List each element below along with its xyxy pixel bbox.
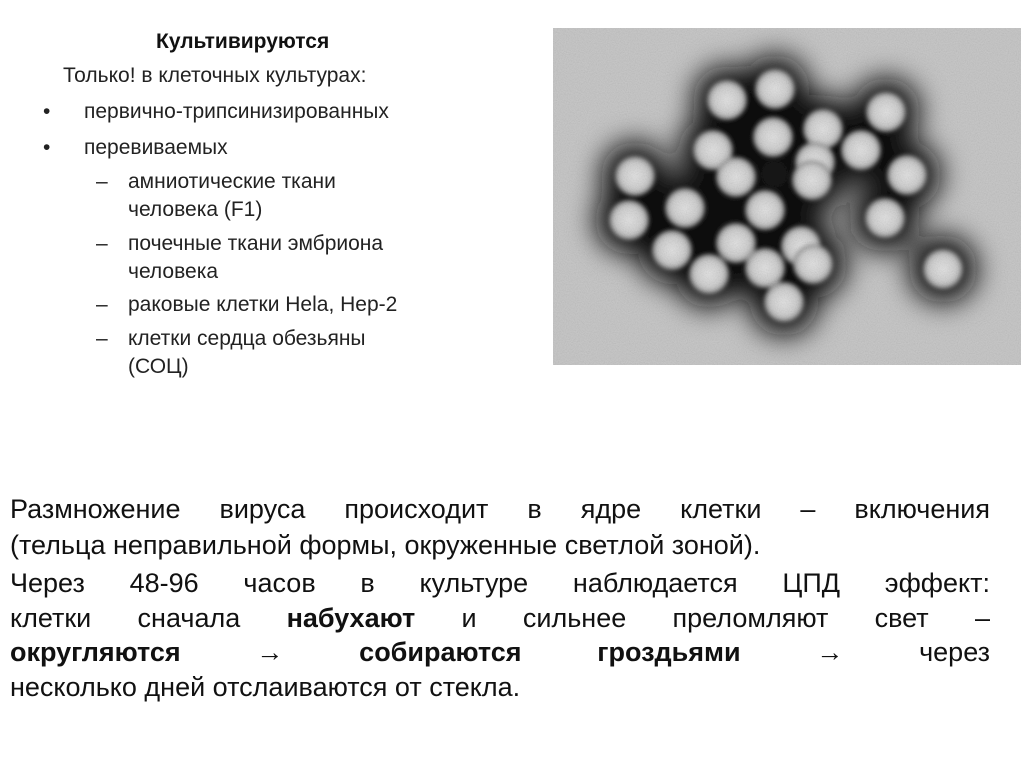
sub-item-line: человека (128, 260, 219, 283)
sub-item (96, 325, 518, 381)
text-run: и сильнее преломляют свет – (461, 603, 990, 633)
virus-particle (923, 249, 963, 289)
sub-item-line: почечные ткани эмбриона (128, 232, 384, 255)
dash-marker: – (96, 170, 108, 193)
bullet-marker: • (43, 136, 51, 159)
bullet-text: перевиваемых (84, 136, 228, 159)
sub-item-line: клетки сердца обезьяны (128, 327, 366, 350)
dash-marker: – (96, 232, 108, 255)
virus-particle (841, 130, 881, 170)
virus-micrograph-image (553, 28, 1021, 365)
sub-item (96, 291, 518, 319)
bullet-marker: • (43, 100, 51, 123)
virus-particle (887, 155, 927, 195)
sub-item-line: раковые клетки Hela, Hep-2 (128, 293, 398, 316)
dash-marker: – (96, 327, 108, 350)
virus-particle (665, 188, 705, 228)
virus-particle (793, 244, 833, 284)
sub-item-line: человека (F1) (128, 198, 263, 221)
virus-particle (745, 190, 785, 230)
paragraph-line: (тельца неправильной формы, окруженные светлой зоной). (10, 530, 761, 560)
paragraph-line: Через 48-96 часов в культуре наблюдается ЦПД эффект: (10, 568, 990, 598)
bullet-item (43, 135, 228, 160)
intro-text: Только! в клеточных культурах: (63, 64, 367, 87)
paragraph-line: несколько дней отслаиваются от стекла. (10, 672, 521, 702)
text-run: клетки сначала (10, 603, 241, 633)
paragraph-cpe (10, 565, 990, 601)
bold-term-swell: набухают (286, 603, 416, 633)
paragraph-replication-line2 (10, 527, 990, 563)
virus-particle (716, 157, 756, 197)
bold-term-round: округляются (10, 637, 181, 667)
paragraph-line: Размножение вируса происходит в ядре клетки – включения (10, 494, 990, 524)
virus-particle (689, 254, 729, 294)
bullet-item (43, 99, 389, 124)
virus-particle (755, 69, 795, 109)
paragraph-replication (10, 491, 990, 527)
paragraph-cpe-line2 (10, 600, 990, 636)
slide-heading: Культивируются (156, 30, 330, 53)
virus-particle (792, 160, 832, 200)
arrow-glyph: → (256, 637, 284, 667)
virus-particle (745, 248, 785, 288)
virus-particle (707, 80, 747, 120)
text-run: через (919, 637, 990, 667)
virus-particle (764, 282, 804, 322)
virus-particle (865, 198, 905, 238)
sub-item-line: амниотические ткани (128, 170, 336, 193)
paragraph-cpe-line3 (10, 634, 990, 670)
micrograph-svg (553, 28, 1021, 365)
sub-item-line: (СОЦ) (128, 355, 189, 378)
paragraph-cpe-line4 (10, 669, 990, 705)
virus-particle (609, 200, 649, 240)
virus-particle (866, 92, 906, 132)
virus-particle (753, 117, 793, 157)
arrow-glyph: → (816, 637, 844, 667)
bold-term-clusters: собираются гроздьями (359, 637, 741, 667)
virus-particle (652, 230, 692, 270)
sub-item (96, 230, 518, 286)
virus-particle (615, 156, 655, 196)
dash-marker: – (96, 293, 108, 316)
bullet-text: первично-трипсинизированных (84, 100, 389, 123)
sub-item (96, 168, 518, 224)
